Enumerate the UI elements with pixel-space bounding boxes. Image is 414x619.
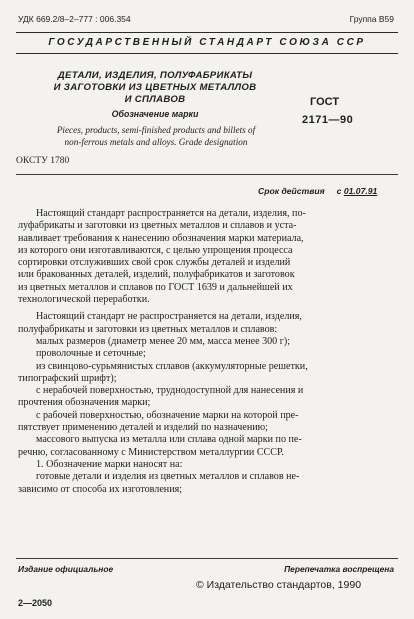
body-line: с рабочей поверхностью, обозначение марки на которой пре- [36, 409, 299, 421]
body-line: Настоящий стандарт не распространяется на детали, изделия, [36, 311, 302, 323]
english-title-line: Pieces, products, semi-finished products and billets of [56, 125, 256, 135]
validity-period [258, 186, 377, 196]
body-line: или бракованных деталей, изделий, полуфабрикатов и заготовок [18, 269, 295, 281]
body-line: из которого они изготавливаются, с целью упрощения процесса [18, 244, 293, 256]
page-code: 2—2050 [18, 598, 53, 608]
title-line: И СПЛАВОВ [124, 94, 186, 105]
okstu-code: ОКСТУ 1780 [16, 156, 70, 166]
body-line: прочтения обозначения марки; [18, 397, 151, 409]
gost-number: 2171—90 [302, 114, 354, 126]
body-line: луфабрикаты и заготовки из цветных металлов и сплавов и уста- [18, 220, 297, 232]
document-title [24, 70, 286, 106]
body-line: 1. Обозначение марки наносят на: [36, 458, 183, 470]
header-bottom-rule [16, 53, 398, 54]
body-line: с нерабочей поверхностью, труднодоступной для нанесения и [36, 385, 304, 397]
body-line: массового выпуска из металла или сплава одной марки по пе- [36, 434, 302, 446]
udk-code: УДК 669.2/8–2–777 : 006.354 [18, 14, 131, 24]
group-code: Группа В59 [349, 14, 394, 24]
body-line: навливает требования к нанесению обозначения марки материала, [18, 232, 304, 244]
copyright-notice: © Издательство стандартов, 1990 [196, 579, 362, 591]
validity-prefix: с [336, 186, 342, 196]
title-line: И ЗАГОТОВКИ ИЗ ЦВЕТНЫХ МЕТАЛЛОВ [53, 82, 257, 93]
validity-date: 01.07.91 [343, 186, 378, 196]
body-line: готовые детали и изделия из цветных металлов и сплавов не- [36, 471, 300, 483]
body-line: речню, согласованному с Министерством металлургии СССР. [18, 446, 284, 458]
body-line: типографский шрифт); [18, 372, 117, 384]
validity-label: Срок действия [258, 186, 325, 196]
title-line: ДЕТАЛИ, ИЗДЕЛИЯ, ПОЛУФАБРИКАТЫ [57, 70, 253, 81]
document-body [18, 208, 398, 496]
body-line: пятствует применению деталей и изделий по назначению; [18, 422, 268, 434]
english-title [16, 125, 296, 148]
top-rule [16, 32, 398, 33]
gost-label: ГОСТ [310, 96, 340, 108]
document-subtitle: Обозначение марки [111, 109, 199, 119]
body-line: технологической переработки. [18, 294, 150, 306]
body-line: зависимо от способа их изготовления; [18, 483, 183, 495]
english-title-line: non-ferrous metals and alloys. Grade designation [64, 136, 248, 147]
body-line: Настоящий стандарт распространяется на детали, изделия, по- [36, 208, 306, 219]
okstu-rule [16, 174, 398, 175]
body-line: из свинцово-сурьмянистых сплавов (аккумуляторные решетки, [36, 360, 308, 372]
body-line: из цветных металлов и сплавов по ГОСТ 1639 и дальнейшей их [18, 281, 293, 293]
state-standard-heading: ГОСУДАРСТВЕННЫЙ СТАНДАРТ СОЮЗА ССР [48, 37, 366, 48]
official-edition-note: Издание официальное [18, 564, 114, 574]
body-line: сортировки отслуживших свой срок службы деталей и изделий [18, 257, 291, 269]
body-line: малых размеров (диаметр менее 20 мм, масса менее 300 г); [36, 335, 291, 347]
body-line: полуфабрикаты и заготовки из цветных металлов и сплавов: [18, 323, 278, 335]
body-line: проволочные и сеточные; [36, 348, 146, 360]
reprint-prohibited-note: Перепечатка воспрещена [284, 564, 394, 574]
footer-rule [16, 558, 398, 559]
